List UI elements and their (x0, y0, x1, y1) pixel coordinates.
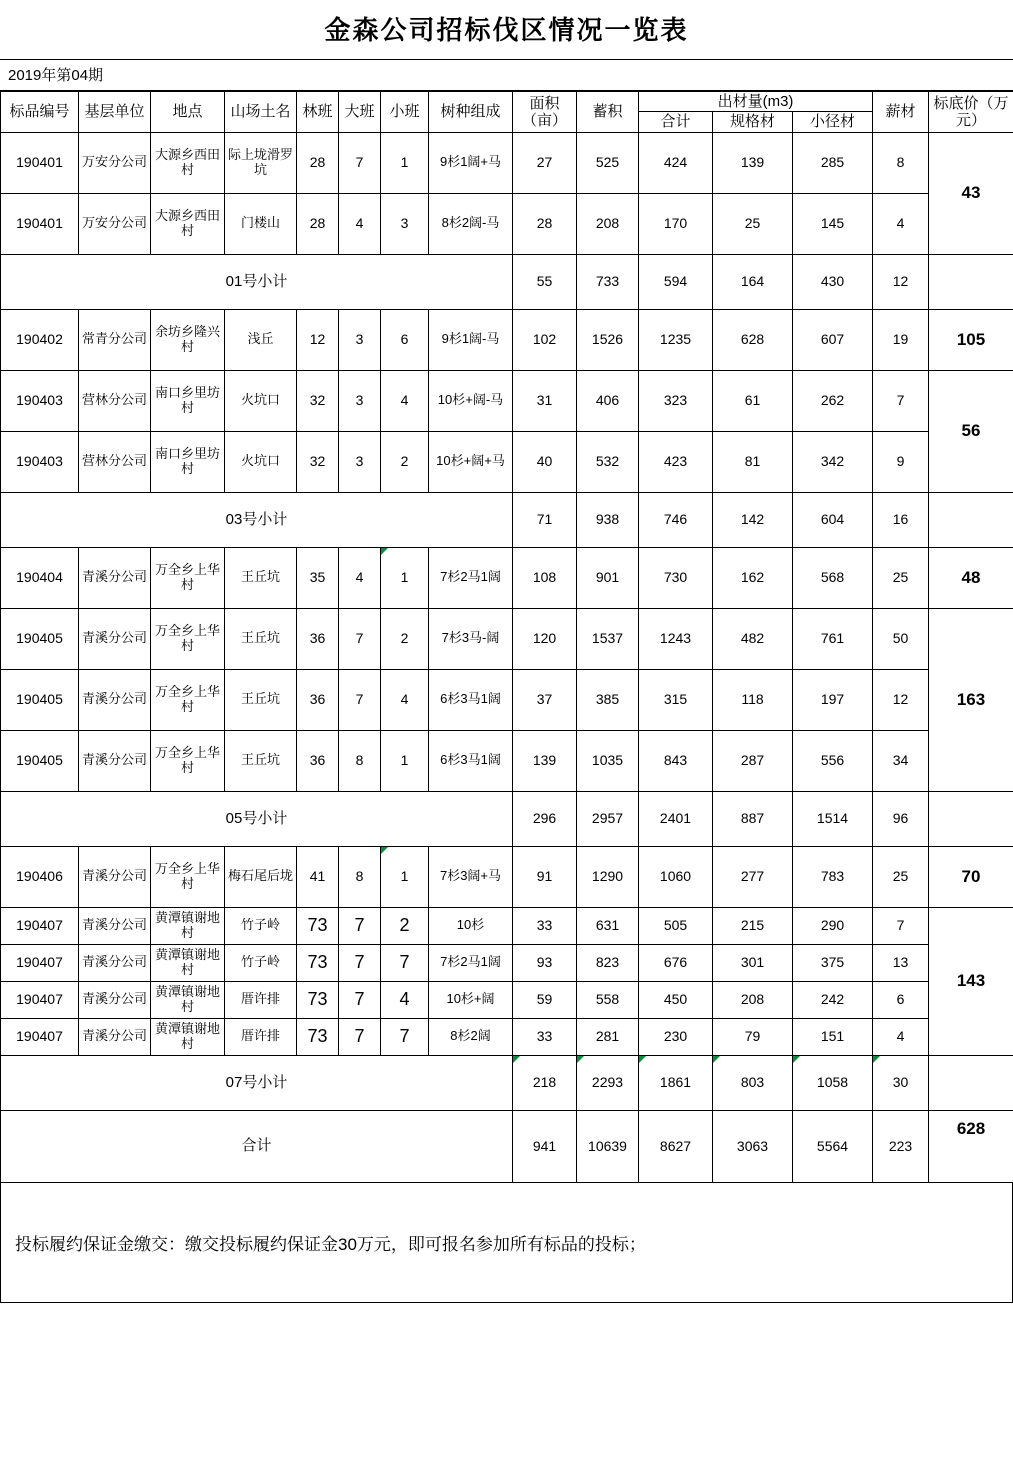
cell-unit: 青溪分公司 (79, 846, 151, 907)
cell-area: 55 (513, 254, 577, 309)
cell-output-total: 323 (639, 370, 713, 431)
cell-location: 万全乡上华村 (151, 547, 225, 608)
cell-volume: 1035 (577, 730, 639, 791)
cell-volume: 558 (577, 981, 639, 1018)
cell-output-standard: 215 (713, 907, 793, 944)
cell-big-class: 4 (339, 547, 381, 608)
cell-output-standard: 61 (713, 370, 793, 431)
cell-small-class: 4 (381, 669, 429, 730)
header-output-total: 合计 (639, 112, 713, 132)
cell-unit: 青溪分公司 (79, 907, 151, 944)
cell-output-small: 145 (793, 193, 873, 254)
cell-output-total: 1243 (639, 608, 713, 669)
cell-site-name: 门楼山 (225, 193, 297, 254)
cell-base-price: 48 (929, 547, 1013, 608)
cell-firewood: 96 (873, 791, 929, 846)
cell-unit: 万安分公司 (79, 193, 151, 254)
cell-area: 40 (513, 431, 577, 492)
cell-output-standard: 803 (713, 1055, 793, 1110)
subtotal-row (1, 254, 1013, 309)
subtotal-label: 07号小计 (1, 1055, 513, 1110)
cell-code: 190403 (1, 431, 79, 492)
cell-volume: 631 (577, 907, 639, 944)
cell-output-standard: 25 (713, 193, 793, 254)
cell-forest-class: 36 (297, 669, 339, 730)
table-row (1, 309, 1013, 370)
cell-output-standard: 208 (713, 981, 793, 1018)
cell-output-standard: 628 (713, 309, 793, 370)
page-title: 金森公司招标伐区情况一览表 (324, 16, 689, 45)
cell-site-name: 梅石尾后垅 (225, 846, 297, 907)
cell-big-class: 7 (339, 132, 381, 193)
cell-volume: 1526 (577, 309, 639, 370)
cell-volume: 532 (577, 431, 639, 492)
table-row (1, 608, 1013, 669)
cell-output-small: 761 (793, 608, 873, 669)
cell-big-class: 8 (339, 730, 381, 791)
table-row (1, 669, 1013, 730)
cell-unit: 青溪分公司 (79, 1018, 151, 1055)
cell-big-class: 8 (339, 846, 381, 907)
cell-firewood: 25 (873, 547, 929, 608)
cell-output-total: 746 (639, 492, 713, 547)
cell-forest-class: 73 (297, 907, 339, 944)
cell-code: 190407 (1, 907, 79, 944)
cell-volume: 2293 (577, 1055, 639, 1110)
cell-small-class: 1 (381, 547, 429, 608)
cell-forest-class: 73 (297, 981, 339, 1018)
cell-species: 10杉 (429, 907, 513, 944)
cell-firewood: 6 (873, 981, 929, 1018)
cell-output-small: 151 (793, 1018, 873, 1055)
cell-code: 190407 (1, 944, 79, 981)
cell-site-name: 厝许排 (225, 981, 297, 1018)
cell-output-total: 315 (639, 669, 713, 730)
cell-big-class: 3 (339, 309, 381, 370)
cell-firewood: 50 (873, 608, 929, 669)
table-body (1, 132, 1013, 1182)
table-row (1, 730, 1013, 791)
cell-output-small: 430 (793, 254, 873, 309)
cell-output-small: 607 (793, 309, 873, 370)
cell-volume: 938 (577, 492, 639, 547)
cell-unit: 青溪分公司 (79, 944, 151, 981)
cell-area: 71 (513, 492, 577, 547)
cell-site-name: 际上垅滑罗坑 (225, 132, 297, 193)
cell-location: 万全乡上华村 (151, 730, 225, 791)
cell-volume: 385 (577, 669, 639, 730)
period-label: 2019年第04期 (0, 60, 1013, 91)
cell-unit: 营林分公司 (79, 370, 151, 431)
cell-area: 31 (513, 370, 577, 431)
cell-base-price (929, 791, 1013, 846)
cell-volume: 733 (577, 254, 639, 309)
header-code: 标品编号 (1, 92, 79, 133)
cell-location: 黄潭镇谢地村 (151, 907, 225, 944)
cell-small-class: 7 (381, 944, 429, 981)
header-base-price: 标底价（万元） (929, 92, 1013, 133)
cell-output-total: 1060 (639, 846, 713, 907)
cell-species: 6杉3马1阔 (429, 730, 513, 791)
header-forest-class: 林班 (297, 92, 339, 133)
cell-area: 102 (513, 309, 577, 370)
cell-site-name: 竹子岭 (225, 907, 297, 944)
cell-code: 190407 (1, 981, 79, 1018)
cell-location: 黄潭镇谢地村 (151, 1018, 225, 1055)
cell-species: 7杉2马1阔 (429, 944, 513, 981)
cell-location: 南口乡里坊村 (151, 370, 225, 431)
cell-code: 190402 (1, 309, 79, 370)
cell-code: 190404 (1, 547, 79, 608)
cell-output-standard: 301 (713, 944, 793, 981)
cell-forest-class: 32 (297, 370, 339, 431)
cell-code: 190405 (1, 730, 79, 791)
total-row (1, 1110, 1013, 1182)
cell-firewood: 12 (873, 254, 929, 309)
cell-output-small: 242 (793, 981, 873, 1018)
cell-species: 10杉+阔-马 (429, 370, 513, 431)
cell-species: 6杉3马1阔 (429, 669, 513, 730)
cell-output-small: 783 (793, 846, 873, 907)
table-row (1, 547, 1013, 608)
cell-output-total: 230 (639, 1018, 713, 1055)
cell-area: 296 (513, 791, 577, 846)
cell-species: 7杉3马-阔 (429, 608, 513, 669)
header-unit: 基层单位 (79, 92, 151, 133)
header-output-small: 小径材 (793, 112, 873, 132)
cell-volume: 2957 (577, 791, 639, 846)
cell-area: 218 (513, 1055, 577, 1110)
subtotal-row (1, 1055, 1013, 1110)
total-out-small: 5564 (793, 1110, 873, 1182)
cell-firewood: 7 (873, 907, 929, 944)
cell-output-small: 290 (793, 907, 873, 944)
cell-location: 黄潭镇谢地村 (151, 981, 225, 1018)
cell-base-price: 56 (929, 370, 1013, 492)
cell-output-standard: 287 (713, 730, 793, 791)
cell-output-small: 604 (793, 492, 873, 547)
cell-forest-class: 28 (297, 193, 339, 254)
table-row (1, 370, 1013, 431)
cell-firewood: 30 (873, 1055, 929, 1110)
cell-forest-class: 32 (297, 431, 339, 492)
cell-output-small: 1058 (793, 1055, 873, 1110)
cell-small-class: 6 (381, 309, 429, 370)
header-output-group: 出材量(m3) (639, 92, 873, 112)
footer-note: 投标履约保证金缴交：缴交投标履约保证金30万元，即可报名参加所有标品的投标； (0, 1183, 1013, 1303)
cell-location: 黄潭镇谢地村 (151, 944, 225, 981)
cell-small-class: 2 (381, 907, 429, 944)
total-label: 合计 (1, 1110, 513, 1182)
table-row (1, 193, 1013, 254)
cell-code: 190406 (1, 846, 79, 907)
table-header-row-1 (1, 92, 1013, 112)
cell-location: 大源乡西田村 (151, 132, 225, 193)
cell-volume: 1290 (577, 846, 639, 907)
table-row (1, 981, 1013, 1018)
cell-code: 190403 (1, 370, 79, 431)
cell-output-small: 568 (793, 547, 873, 608)
cell-output-small: 262 (793, 370, 873, 431)
cell-output-total: 505 (639, 907, 713, 944)
cell-site-name: 王丘坑 (225, 547, 297, 608)
cell-output-total: 1861 (639, 1055, 713, 1110)
cell-area: 33 (513, 907, 577, 944)
cell-base-price (929, 492, 1013, 547)
cell-volume: 208 (577, 193, 639, 254)
cell-big-class: 4 (339, 193, 381, 254)
cell-firewood: 16 (873, 492, 929, 547)
cell-output-total: 1235 (639, 309, 713, 370)
cell-small-class: 4 (381, 981, 429, 1018)
cell-area: 93 (513, 944, 577, 981)
cell-firewood: 12 (873, 669, 929, 730)
cell-code: 190405 (1, 669, 79, 730)
cell-output-small: 375 (793, 944, 873, 981)
cell-big-class: 7 (339, 669, 381, 730)
cell-location: 万全乡上华村 (151, 846, 225, 907)
cell-big-class: 3 (339, 431, 381, 492)
cell-small-class: 1 (381, 132, 429, 193)
cell-site-name: 竹子岭 (225, 944, 297, 981)
cell-firewood: 4 (873, 193, 929, 254)
header-output-standard: 规格材 (713, 112, 793, 132)
cell-output-standard: 79 (713, 1018, 793, 1055)
cell-firewood: 19 (873, 309, 929, 370)
cell-site-name: 火坑口 (225, 370, 297, 431)
cell-volume: 901 (577, 547, 639, 608)
cell-unit: 青溪分公司 (79, 730, 151, 791)
total-out-total: 8627 (639, 1110, 713, 1182)
cell-species: 10杉+阔 (429, 981, 513, 1018)
table-row (1, 907, 1013, 944)
cell-small-class: 1 (381, 730, 429, 791)
table-row (1, 431, 1013, 492)
cell-firewood: 8 (873, 132, 929, 193)
cell-forest-class: 28 (297, 132, 339, 193)
total-area: 941 (513, 1110, 577, 1182)
cell-unit: 万安分公司 (79, 132, 151, 193)
cell-area: 28 (513, 193, 577, 254)
cell-base-price (929, 1055, 1013, 1110)
cell-big-class: 3 (339, 370, 381, 431)
cell-species: 8杉2阔-马 (429, 193, 513, 254)
cell-species: 9杉1阔+马 (429, 132, 513, 193)
cell-species: 7杉2马1阔 (429, 547, 513, 608)
cell-unit: 青溪分公司 (79, 547, 151, 608)
cell-code: 190401 (1, 132, 79, 193)
cell-output-standard: 482 (713, 608, 793, 669)
cell-site-name: 王丘坑 (225, 669, 297, 730)
cell-species: 9杉1阔-马 (429, 309, 513, 370)
cell-area: 139 (513, 730, 577, 791)
subtotal-row (1, 492, 1013, 547)
cell-code: 190405 (1, 608, 79, 669)
title-bar (0, 0, 1013, 60)
cell-small-class: 1 (381, 846, 429, 907)
cell-location: 大源乡西田村 (151, 193, 225, 254)
cell-area: 27 (513, 132, 577, 193)
total-base-price: 628 (929, 1110, 1013, 1182)
cell-location: 余坊乡隆兴村 (151, 309, 225, 370)
cell-site-name: 浅丘 (225, 309, 297, 370)
total-firewood: 223 (873, 1110, 929, 1182)
cell-area: 108 (513, 547, 577, 608)
cell-species: 10杉+阔+马 (429, 431, 513, 492)
subtotal-row (1, 791, 1013, 846)
cell-small-class: 2 (381, 608, 429, 669)
cell-output-small: 342 (793, 431, 873, 492)
cell-location: 南口乡里坊村 (151, 431, 225, 492)
table-row (1, 846, 1013, 907)
cell-output-standard: 142 (713, 492, 793, 547)
table-row (1, 1018, 1013, 1055)
table-row (1, 132, 1013, 193)
cell-output-total: 730 (639, 547, 713, 608)
cell-output-standard: 162 (713, 547, 793, 608)
cell-site-name: 王丘坑 (225, 730, 297, 791)
cell-area: 59 (513, 981, 577, 1018)
total-out-std: 3063 (713, 1110, 793, 1182)
cell-big-class: 7 (339, 981, 381, 1018)
cell-output-small: 556 (793, 730, 873, 791)
cell-output-total: 170 (639, 193, 713, 254)
cell-output-total: 594 (639, 254, 713, 309)
cell-big-class: 7 (339, 944, 381, 981)
cell-forest-class: 36 (297, 608, 339, 669)
cell-volume: 406 (577, 370, 639, 431)
cell-big-class: 7 (339, 907, 381, 944)
cell-forest-class: 35 (297, 547, 339, 608)
cell-volume: 525 (577, 132, 639, 193)
cell-base-price: 105 (929, 309, 1013, 370)
table-row (1, 944, 1013, 981)
cell-output-standard: 81 (713, 431, 793, 492)
cell-area: 37 (513, 669, 577, 730)
subtotal-label: 01号小计 (1, 254, 513, 309)
cell-small-class: 3 (381, 193, 429, 254)
cell-forest-class: 12 (297, 309, 339, 370)
cell-site-name: 王丘坑 (225, 608, 297, 669)
cell-output-standard: 277 (713, 846, 793, 907)
cell-output-total: 424 (639, 132, 713, 193)
cell-unit: 营林分公司 (79, 431, 151, 492)
cell-output-standard: 118 (713, 669, 793, 730)
cell-species: 7杉3阔+马 (429, 846, 513, 907)
cell-code: 190407 (1, 1018, 79, 1055)
cell-small-class: 4 (381, 370, 429, 431)
cell-location: 万全乡上华村 (151, 669, 225, 730)
cell-species: 8杉2阔 (429, 1018, 513, 1055)
cell-output-small: 197 (793, 669, 873, 730)
cell-base-price: 163 (929, 608, 1013, 791)
cell-firewood: 4 (873, 1018, 929, 1055)
cell-unit: 青溪分公司 (79, 981, 151, 1018)
cell-output-small: 285 (793, 132, 873, 193)
cell-unit: 青溪分公司 (79, 608, 151, 669)
cell-firewood: 25 (873, 846, 929, 907)
cell-forest-class: 36 (297, 730, 339, 791)
cell-output-small: 1514 (793, 791, 873, 846)
cell-area: 91 (513, 846, 577, 907)
cell-small-class: 7 (381, 1018, 429, 1055)
cell-site-name: 厝许排 (225, 1018, 297, 1055)
cell-area: 33 (513, 1018, 577, 1055)
header-small-class: 小班 (381, 92, 429, 133)
cell-small-class: 2 (381, 431, 429, 492)
cell-base-price: 43 (929, 132, 1013, 254)
cell-base-price (929, 254, 1013, 309)
cell-volume: 1537 (577, 608, 639, 669)
header-volume: 蓄积 (577, 92, 639, 133)
cell-output-standard: 139 (713, 132, 793, 193)
cell-forest-class: 73 (297, 944, 339, 981)
cell-volume: 281 (577, 1018, 639, 1055)
cell-big-class: 7 (339, 1018, 381, 1055)
subtotal-label: 03号小计 (1, 492, 513, 547)
cell-output-total: 843 (639, 730, 713, 791)
subtotal-label: 05号小计 (1, 791, 513, 846)
cell-base-price: 70 (929, 846, 1013, 907)
cell-output-total: 676 (639, 944, 713, 981)
header-area: 面积（亩） (513, 92, 577, 133)
cell-site-name: 火坑口 (225, 431, 297, 492)
bidding-table (0, 91, 1013, 1183)
cell-output-total: 2401 (639, 791, 713, 846)
cell-volume: 823 (577, 944, 639, 981)
cell-unit: 常青分公司 (79, 309, 151, 370)
header-site-name: 山场土名 (225, 92, 297, 133)
cell-unit: 青溪分公司 (79, 669, 151, 730)
cell-firewood: 7 (873, 370, 929, 431)
total-volume: 10639 (577, 1110, 639, 1182)
cell-output-total: 423 (639, 431, 713, 492)
cell-location: 万全乡上华村 (151, 608, 225, 669)
cell-firewood: 13 (873, 944, 929, 981)
cell-output-total: 450 (639, 981, 713, 1018)
header-firewood: 薪材 (873, 92, 929, 133)
cell-output-standard: 164 (713, 254, 793, 309)
cell-big-class: 7 (339, 608, 381, 669)
cell-forest-class: 73 (297, 1018, 339, 1055)
header-big-class: 大班 (339, 92, 381, 133)
cell-base-price: 143 (929, 907, 1013, 1055)
cell-firewood: 34 (873, 730, 929, 791)
cell-code: 190401 (1, 193, 79, 254)
cell-area: 120 (513, 608, 577, 669)
cell-forest-class: 41 (297, 846, 339, 907)
cell-output-standard: 887 (713, 791, 793, 846)
header-location: 地点 (151, 92, 225, 133)
cell-firewood: 9 (873, 431, 929, 492)
header-species: 树种组成 (429, 92, 513, 133)
